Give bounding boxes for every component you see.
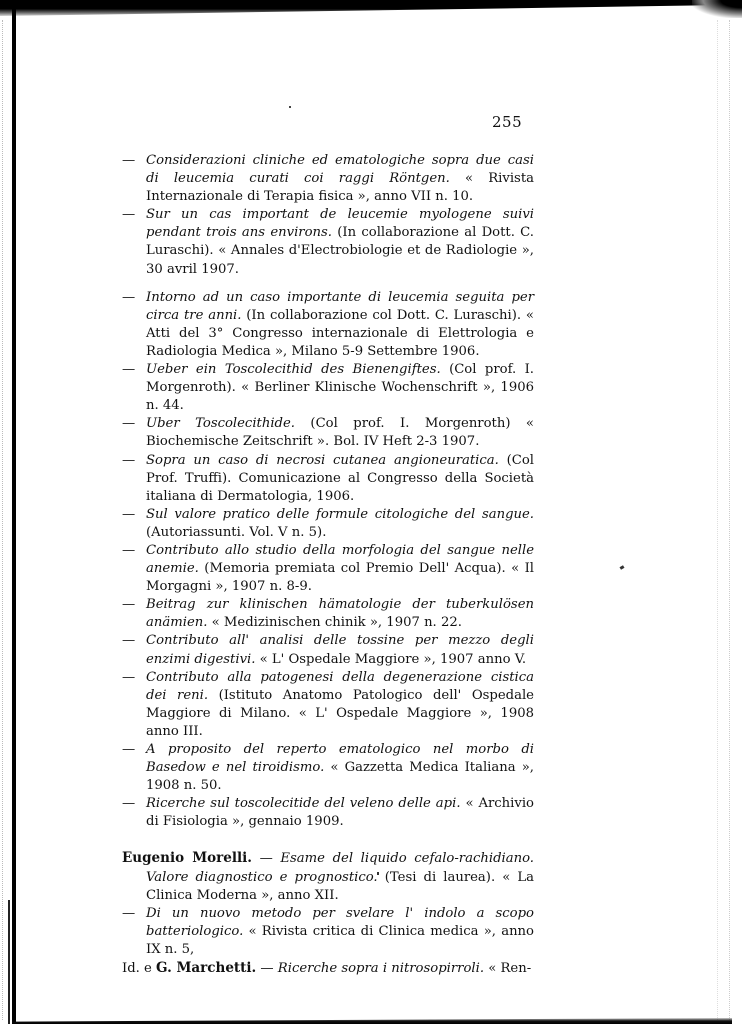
entry-citation: (In collaborazione col Dott. C. Luraschi). « Atti del 3° Congresso internazionale di Elettrologia e Radiologia Medica », Milano 5-9 Settembre 1906. [146,307,534,359]
bibliography-entry [122,152,534,206]
entry-title: Sur un cas important de leucemie myologene suivi pendant trois ans environs. [146,207,534,241]
entry-title: Ricerche sul toscolecitide del veleno delle api. [146,796,461,812]
author-name: Eugenio Morelli. [122,850,252,867]
entry-dash: — [122,542,136,558]
entry-dash: — [122,153,136,168]
entry-dash: — [122,362,136,378]
margin-mark [620,565,625,570]
page-binding-edge-inner [8,900,10,1024]
bibliography-entry [122,361,534,415]
entry-title: Ricerche sopra i nitrosopirroli. [277,961,485,977]
entry-title: Considerazioni cliniche ed ematologiche sopra due casi di leucemia curati coi raggi Röntgen. [146,153,534,187]
entry-citation: (Tesi di laurea). « La Clinica Moderna », anno XII. [146,869,534,903]
page-binding-edge [12,8,16,1024]
bibliography-entry [122,415,534,451]
entry-dash: — [122,289,136,305]
entry-title: Sopra un caso di necrosi cutanea angioneuratica. [146,452,499,468]
entry-citation: « L' Ospedale Maggiore », 1907 anno V. [255,651,527,667]
entry-citation: « Medizinischen chinik », 1907 n. 22. [207,615,462,631]
bibliography-entry [122,632,534,668]
entry-citation: (Memoria premiata col Premio Dell' Acqua). « Il Morgagni », 1907 n. 8-9. [146,561,534,595]
entry-dash: — [122,452,136,468]
coauthor-name: G. Marchetti. [156,960,257,977]
entry-title: Intorno ad un caso importante di leucemia seguita per circa tre anni. [146,289,534,323]
entry-citation: « Rivista critica di Clinica medica », anno IX n. 5, [146,923,534,957]
entry-dash: — [122,416,136,432]
bibliography-entry [122,905,534,959]
bibliography-entry [122,452,534,506]
entry-title: Contributo allo studio della morfologia del sangue nelle anemie. [146,542,534,577]
entry-title: Ueber ein Toscolecithid des Bienengiftes. [146,362,441,378]
page-bottom-shadow [12,1018,732,1024]
entry-citation: (Col Prof. Truffi). Comunicazione al Congresso della Società italiana di Dermatologia, 1906. [146,452,534,504]
entry-title: Di un nuovo metodo per svelare l' indolo a scopo batteriologico. [146,905,534,939]
entry-title: Contributo alla patogenesi della degenerazione cistica dei reni. [146,669,534,703]
entry-dash: — [122,506,136,522]
id-prefix: Id. e [122,961,157,977]
author-separator: — [251,851,281,867]
entry-citation: (Autoriassunti. Vol. V n. 5). [146,524,327,540]
entry-dash: — [122,207,136,223]
bibliography-list [122,152,534,978]
author-entry [122,849,534,904]
page-number: 255 [492,113,523,131]
scan-speck [289,106,291,108]
entry-citation: (Col prof. I. Morgenroth). « Berliner Klinische Wochenschrift », 1906 n. 44. [146,362,534,414]
bibliography-entry [122,289,534,361]
bibliography-entry [122,206,534,278]
page-corner-fold [692,0,742,18]
right-margin-speckle-2 [717,20,720,1020]
entry-title: Beitrag zur klinischen hämatologie der tuberkulösen anämien. [146,597,534,631]
bibliography-entry [122,596,534,632]
bibliography-entry [122,506,534,542]
coauthor-entry [122,959,534,978]
entry-title: Contributo all' analisi delle tossine per mezzo degli enzimi digestivi. [146,633,534,667]
entry-title: A proposito del reperto ematologico nel morbo di Basedow e nel tiroidismo. [146,742,534,776]
entry-dash: — [122,669,136,685]
bibliography-entry [122,741,534,795]
entry-dash: — [122,742,136,757]
entry-citation: « Archivio di Fisiologia », gennaio 1909. [146,796,534,830]
left-margin-speckle [2,20,6,1020]
entry-title: Sul valore pratico delle formule citologiche del sangue. [146,506,534,522]
bibliography-entry [122,542,534,596]
entry-dash: — [122,905,136,921]
bibliography-entry [122,795,534,831]
bibliography-entry [122,669,534,741]
page-top-shadow [0,0,742,16]
entry-title: Esame del liquido cefalo-rachidiano. Valore diagnostico e prognostico. [146,851,534,885]
entry-citation: (Istituto Anatomo Patologico dell' Ospedale Maggiore di Milano. « L' Ospedale Maggiore », 1908 anno III. [146,687,534,739]
entry-citation: (Col prof. I. Morgenroth) « Biochemische Zeitschrift ». Bol. IV Heft 2-3 1907. [146,416,534,450]
author-separator: — [256,961,278,977]
entry-title: Uber Toscolecithide. [146,416,295,432]
entry-citation: « Rivista Internazionale di Terapia fisica », anno VII n. 10. [146,171,534,205]
entry-citation: « Ren- [484,961,532,977]
entry-dash: — [122,633,136,649]
entry-dash: — [122,796,136,812]
entry-citation: (In collaborazione al Dott. C. Luraschi). « Annales d'Electrobiologie et de Radiologie », 30 avril 1907. [146,225,534,277]
entry-citation: « Gazzetta Medica Italiana », 1908 n. 50. [146,760,534,794]
entry-dash: — [122,597,136,613]
right-margin-speckle [729,20,732,1020]
